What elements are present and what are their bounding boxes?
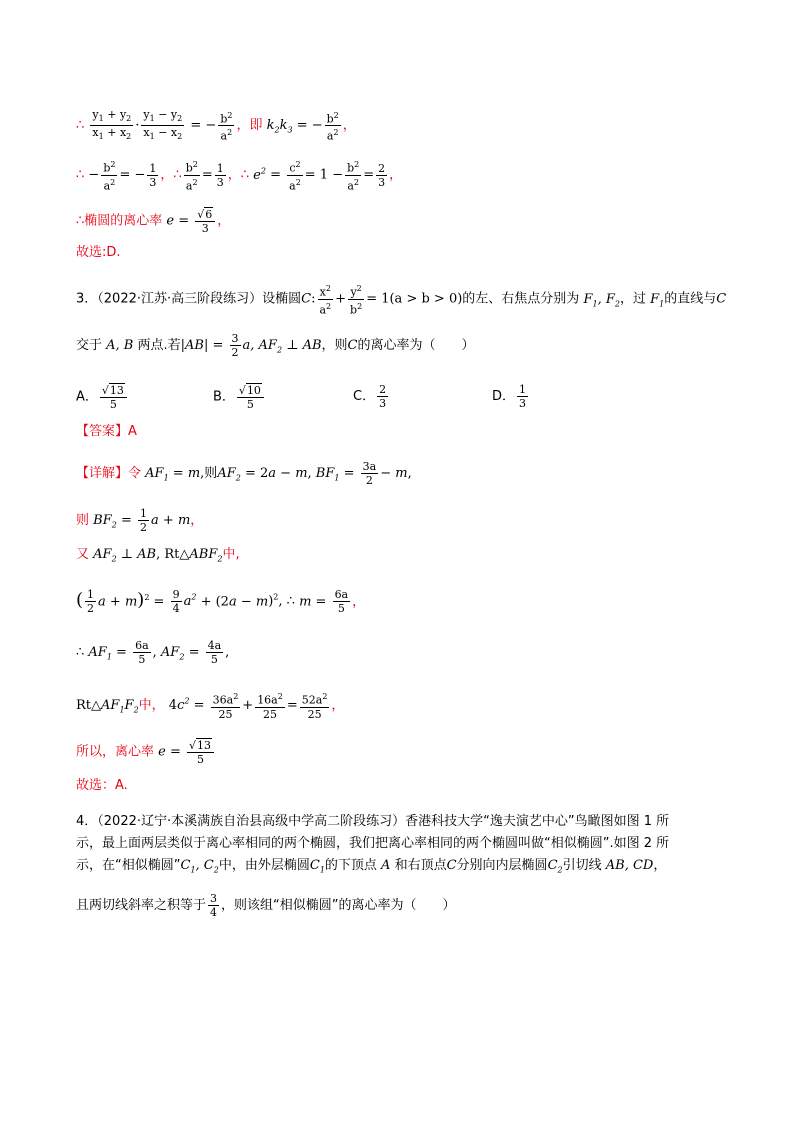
q4-line-3: 示，在“相似椭圆$”C_1$, $C_2$中，由外层椭圆$C_1$的下顶点 A 和右顶点C分别向内层椭圆$C_2$引切线 AB, CD， <box>76 858 667 875</box>
option-a[interactable]: A． $\frac{√13}{5}$ <box>76 383 129 411</box>
detail-line-2: 则 $BF_2$ = $\frac{1}{2}$ a + m， <box>76 507 204 534</box>
detail-line-3: 又 $AF_2$ ⊥ AB, $Rt\triangle ABF_2$中, <box>76 547 240 564</box>
detail-line-6: $Rt\triangle AF_1F_2$中， $4c^2$ = $\frac{36a^2}{25}$ + $\frac{16a^2}{25}$ = $\frac{52a^2}{25}$ ， <box>76 692 345 721</box>
answer-value: A <box>128 424 137 439</box>
detail-line-4: ( $\frac{1}{2}$ a + m)$^2$ = $\frac{9}{4}$ $a^2 + (2a - m)^2$, ∴ m = $\frac{6a}{5}$ ， <box>76 588 366 616</box>
q4-line-4: 且两切线斜率之积等于 $\frac{3}{4}$ ，则该组“相似椭圆”的离心率为（ ） <box>76 892 456 919</box>
option-c[interactable]: C． $\frac{2}{3}$ <box>353 383 387 410</box>
question-number: 4． <box>76 814 98 829</box>
detail-line-7: 所以，离心率 e = $\frac{√13}{5}$ <box>76 738 740 766</box>
text-ji: ，即 <box>236 118 263 134</box>
question-source: （2022·江苏·高三阶段练习）设椭圆 <box>97 291 302 307</box>
separator: ， <box>160 167 174 183</box>
option-b[interactable]: B． $\frac{√10}{5}$ <box>213 383 266 411</box>
detail-label: 【详解】 <box>76 466 129 481</box>
q4-line-1: 4．（2022·辽宁·本溪满族自治县高级中学高二阶段练习）香港科技大学“逸夫演艺中心”鸟瞰图如图 1 所 <box>76 814 670 829</box>
prev-line-1: ∴ $\frac{y_1 + y_2}{x_1 + x_2}$ · $\frac{y_1 - y_2}{x_1 - x_2}$ = − $\frac{b^2}{a^2}$ ，即 $k_2k_3$ = − $\frac{b^2}{a^2}$ ， <box>76 108 356 143</box>
math-fraction: $\frac{y_1 - y_2}{x_1 - x_2}$ <box>143 108 183 142</box>
detail-line-5: ∴ $AF_1$ = $\frac{6a}{5}$ , $AF_2$ = $\frac{4a}{5}$ , <box>76 639 230 666</box>
answer-line <box>76 422 740 442</box>
eccentricity-text: ∴椭圆的离心率 <box>76 213 163 229</box>
separator: ， <box>227 167 241 183</box>
therefore-symbol: ∴ <box>76 167 85 183</box>
prev-line-2: ∴ − $\frac{b^2}{a^2}$ = − $\frac{1}{3}$ ，∴ $\frac{b^2}{a^2}$ = $\frac{1}{3}$ ，∴ $e^2$ = $\frac{c^2}{a^2}$ = 1 − $\frac{b^2}{a^2}$ = $\frac{2}{3}$ ， <box>76 160 403 193</box>
math-fraction: $\frac{b^2}{a^2}$ <box>326 110 339 143</box>
prev-line-3: ∴椭圆的离心率 e = $\frac{√6}{3}$ ， <box>76 208 231 235</box>
q3-conclusion: 故选：A. <box>76 778 128 793</box>
prev-answer: 故选:D. <box>76 245 121 260</box>
q3-line-1: 3．（2022·江苏·高三阶段练习）设椭圆C: $\frac{x^2}{a^2}$ + $\frac{y^2}{b^2}$ = 1(a > b > 0)的左、右焦点分别为 $F_1$, $F_2$，过 $F_1$的直线与C <box>76 284 727 317</box>
question-number: 3． <box>76 291 98 307</box>
option-d[interactable]: D． $\frac{1}{3}$ <box>492 383 527 410</box>
therefore-symbol: ∴ <box>76 118 85 134</box>
detail-line-1: 【详解】令 $AF_1 = m$,则$AF_2 = 2a - m$, $BF_1$ = $\frac{3a}{2}$ − m, <box>76 460 412 487</box>
answer-label: 【答案】 <box>76 424 129 439</box>
q4-line-2: 示，最上面两层类似于离心率相同的两个椭圆，我们把离心率相同的两个椭圆叫做“相似椭圆”.如图 2 所 <box>76 836 670 851</box>
math-fraction: $\frac{b^2}{a^2}$ <box>220 110 233 143</box>
math-fraction: $\frac{y_1 + y_2}{x_1 + x_2}$ <box>92 108 132 142</box>
q3-line-2: 交于 A, B 两点.若|AB| = $\frac{3}{2}$ a, $AF_2$ ⊥ AB，则C的离心率为（ ） <box>76 332 475 359</box>
